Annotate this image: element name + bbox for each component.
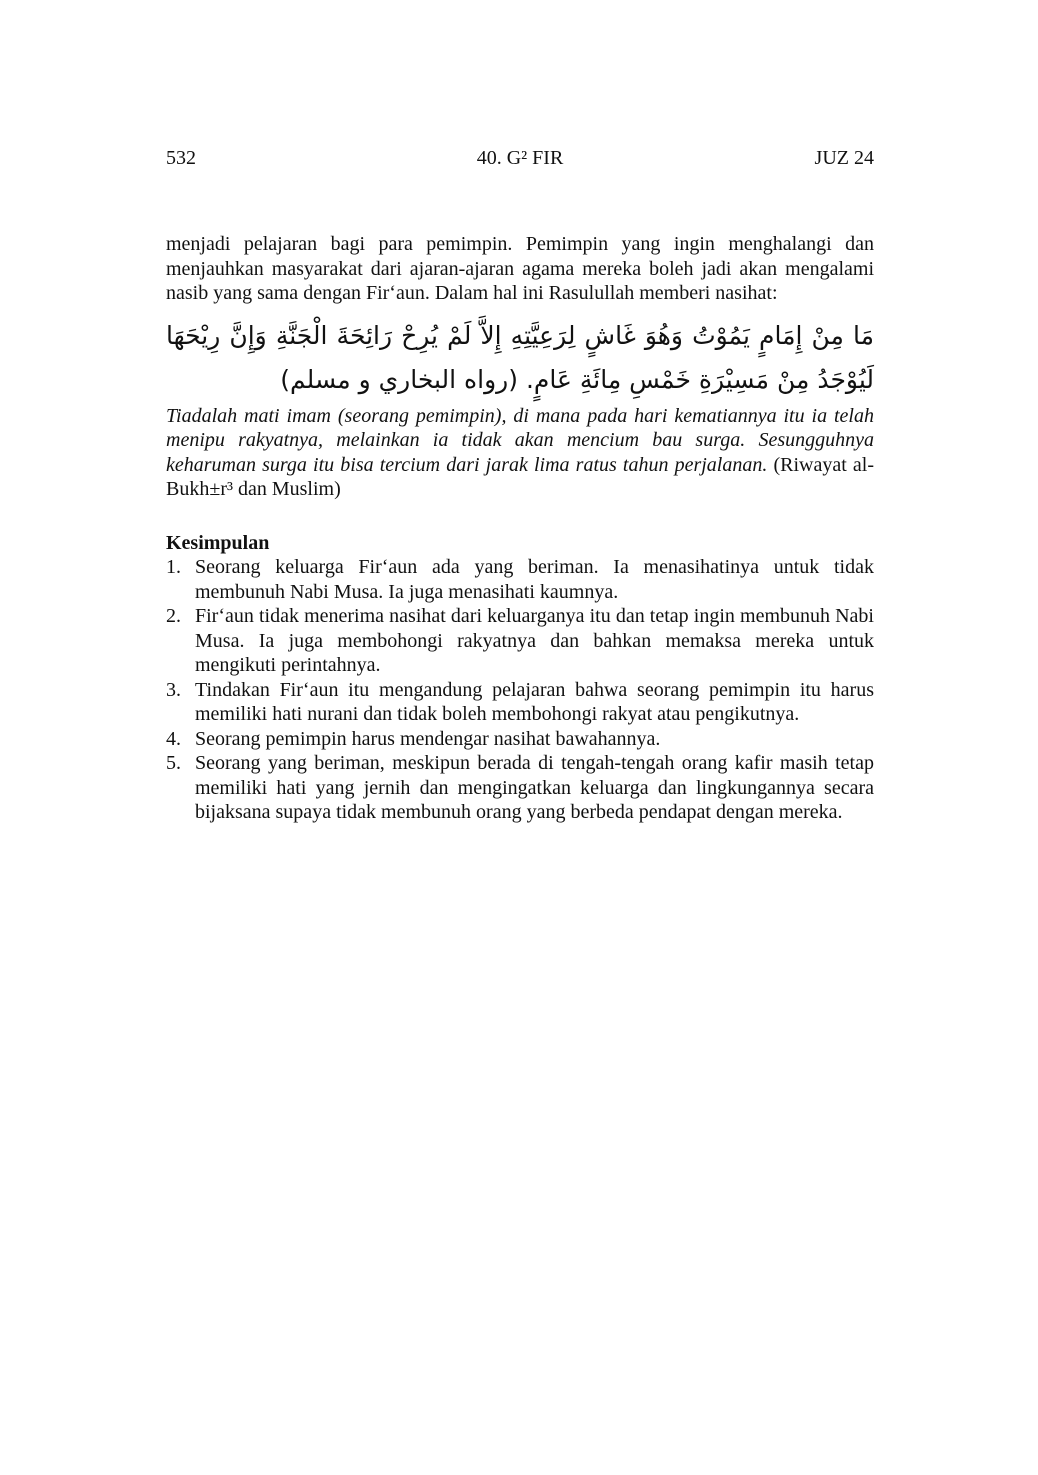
list-item — [166, 678, 874, 727]
page-header — [166, 147, 874, 175]
intro-paragraph: menjadi pelajaran bagi para pemimpin. Pemimpin yang ingin menghalangi dan menjauhkan masyarakat dari ajaran-ajaran agama mereka boleh jadi akan mengalami nasib yang sama dengan Fir‘aun. Dalam hal ini Rasulullah memberi nasihat: — [166, 233, 874, 304]
list-item — [166, 604, 874, 678]
hadith-source: (Riwayat al-Bukh±r³ dan Muslim) — [166, 453, 874, 500]
hadith-translation — [166, 404, 874, 502]
list-item-number: 3. — [166, 678, 181, 701]
list-item-number: 1. — [166, 556, 181, 578]
hadith-arabic-text: مَا مِنْ إِمَامٍ يَمُوْتُ وَهُوَ غَاشٍ لِرَعِيَّتِهِ إِلاَّ لَمْ يُرِحْ رَائِحَةَ الْجَنَّةِ وَإِنَّ رِيْحَهَا لَيُوْجَدُ مِنْ مَسِيْرَةِ خَمْسِ مِائَةِ عَامٍ. (رواه البخاري و مسلم) — [166, 320, 874, 394]
list-item — [166, 727, 874, 752]
conclusion-heading: Kesimpulan — [166, 531, 270, 554]
list-item-number: 2. — [166, 605, 181, 627]
list-item-number: 4. — [166, 727, 181, 750]
list-item-text: Seorang pemimpin harus mendengar nasihat bawahannya. — [195, 727, 661, 750]
hadith-translation-text: Tiadalah mati imam (seorang pemimpin), di mana pada hari kematiannya itu ia telah menipu rakyatnya, melainkan ia tidak akan mencium bau surga. Sesungguhnya keharuman surga itu bisa tercium dari jarak lima ratus tahun perjalanan. — [166, 404, 874, 476]
list-item-text: Fir‘aun tidak menerima nasihat dari keluarganya itu dan tetap ingin membunuh Nabi Musa. Ia juga membohongi rakyatnya dan bahkan memaksa mereka untuk mengikuti perintahnya. — [195, 605, 874, 676]
conclusion-list — [166, 555, 874, 825]
list-item-text: Seorang keluarga Fir‘aun ada yang beriman. Ia menasihatinya untuk tidak membunuh Nabi Musa. Ia juga menasihati kaumnya. — [195, 556, 874, 603]
juz-label: JUZ 24 — [814, 147, 874, 169]
list-item-number: 5. — [166, 752, 181, 774]
list-item-text: Seorang yang beriman, meskipun berada di tengah-tengah orang kafir masih tetap memiliki hati yang jernih dan mengingatkan keluarga dan lingkungannya secara bijaksana supaya tidak membunuh orang yang berbeda pendapat dengan mereka. — [195, 752, 874, 823]
page-content — [166, 232, 874, 825]
list-item — [166, 555, 874, 604]
page-number: 532 — [166, 147, 196, 169]
list-item — [166, 751, 874, 825]
chapter-title: 40. G² FIR — [476, 147, 564, 169]
list-item-text: Tindakan Fir‘aun itu mengandung pelajaran bahwa seorang pemimpin itu harus memiliki hati nurani dan tidak boleh membohongi rakyat atau pengikutnya. — [195, 678, 874, 725]
